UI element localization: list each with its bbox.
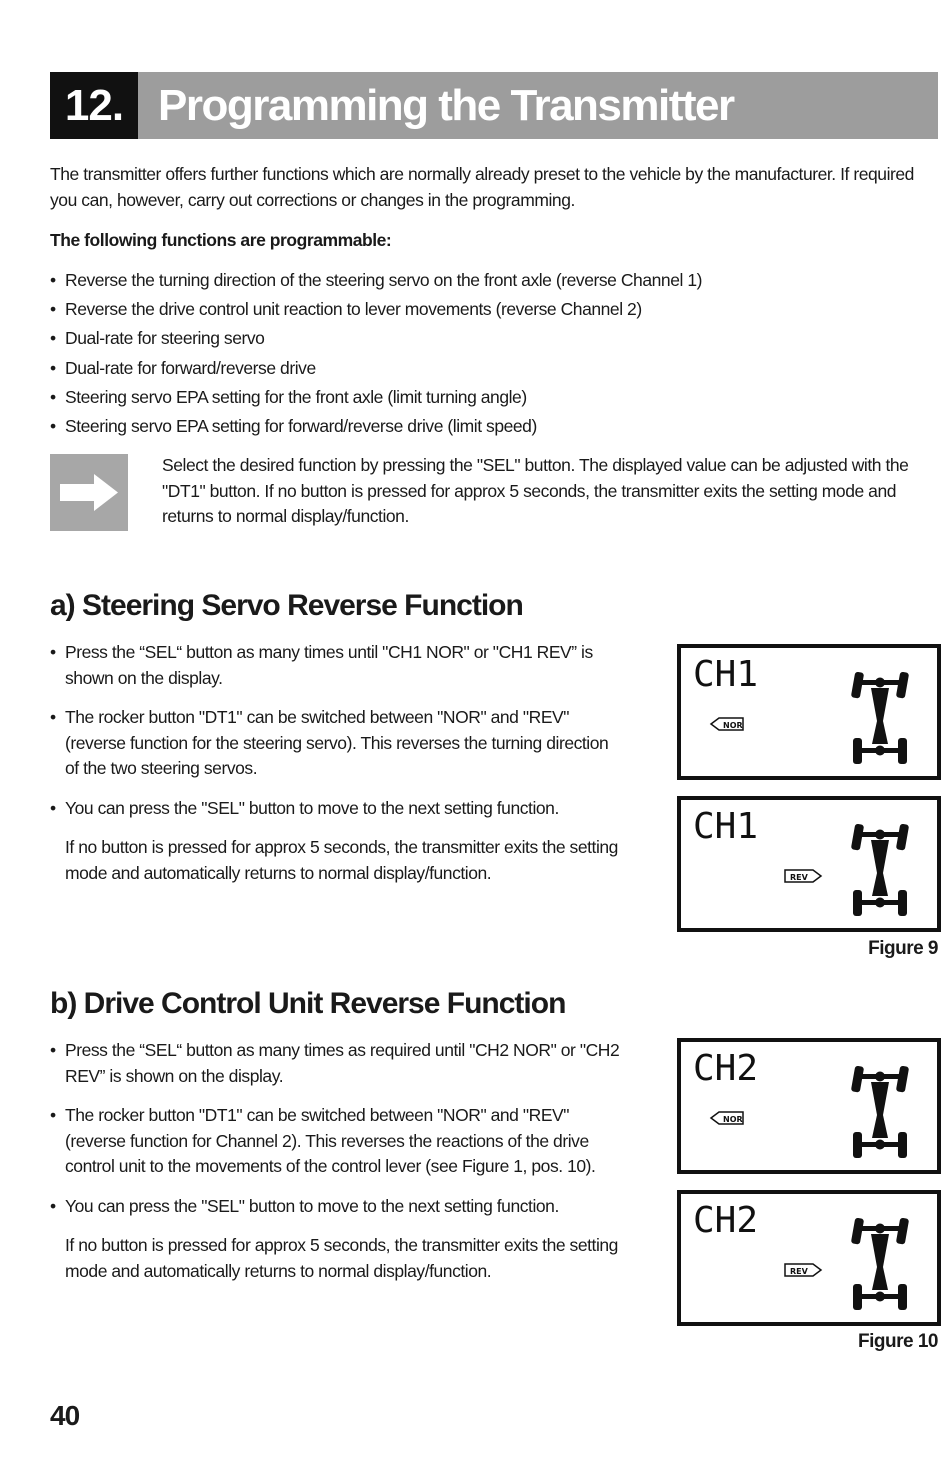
- rev-label: REV: [790, 1267, 808, 1276]
- lcd-channel-text: CH1: [693, 654, 759, 695]
- list-item: • The rocker button "DT1" can be switched between "NOR" and "REV" (reverse function for the steering servo). This reverses the turning direction of the two steering servos.: [50, 705, 626, 782]
- lcd-channel-text: CH2: [693, 1200, 759, 1241]
- nor-indicator: [711, 1112, 743, 1124]
- lcd-display: [677, 644, 941, 780]
- followup-text: If no button is pressed for approx 5 seconds, the transmitter exits the setting mode and automatically returns to normal display/function.: [65, 1235, 618, 1281]
- nor-indicator: [711, 718, 743, 730]
- list-item: • Steering servo EPA setting for the front axle (limit turning angle): [50, 385, 940, 414]
- note-text: Select the desired function by pressing the "SEL" button. The displayed value can be adjusted with the "DT1" button. If no button is pressed for approx 5 seconds, the transmitter exits the setting mode and returns to normal display/function.: [162, 455, 909, 526]
- section-a-title: a) Steering Servo Reverse Function: [50, 589, 523, 622]
- nor-label: NOR: [723, 1115, 743, 1124]
- lcd-channel-text: CH2: [693, 1048, 759, 1089]
- figure-9-caption: Figure 9: [868, 938, 938, 959]
- arrow-right-icon: [50, 454, 128, 531]
- lcd-display: [677, 796, 941, 932]
- list-item: • You can press the "SEL" button to move to the next setting function.: [50, 1194, 626, 1220]
- programmable-heading: The following functions are programmable:: [50, 230, 392, 250]
- note-box: [50, 454, 128, 531]
- section-b-title: b) Drive Control Unit Reverse Function: [50, 987, 566, 1020]
- car-chassis-icon: [851, 1218, 909, 1310]
- rev-indicator: [785, 1264, 821, 1276]
- list-item: • The rocker button "DT1" can be switched between "NOR" and "REV" (reverse function for Channel 2). This reverses the reactions of the drive control unit to the movements of the control lever (see Figure 1, pos. 10).: [50, 1103, 626, 1180]
- list-item: • Dual-rate for steering servo: [50, 326, 940, 355]
- car-chassis-icon: [851, 672, 909, 764]
- rev-indicator: [785, 870, 821, 882]
- rev-label: REV: [790, 873, 808, 882]
- list-item: • Press the “SEL“ button as many times as required until "CH2 NOR" or "CH2 REV” is shown on the display.: [50, 1038, 626, 1089]
- lcd-display: [677, 1038, 941, 1174]
- section-a-list: [50, 640, 626, 886]
- intro-paragraph: The transmitter offers further functions which are normally already preset to the vehicle by the manufacturer. If required you can, however, carry out corrections or changes in the programming.: [50, 164, 914, 210]
- figure-10-caption: Figure 10: [858, 1331, 938, 1352]
- chapter-number: 12.: [50, 72, 138, 139]
- chapter-title: Programming the Transmitter: [158, 81, 734, 130]
- car-chassis-icon: [851, 824, 909, 916]
- page-number: 40: [50, 1400, 80, 1431]
- list-item: • Reverse the turning direction of the steering servo on the front axle (reverse Channel 1): [50, 268, 940, 297]
- list-item: • Steering servo EPA setting for forward/reverse drive (limit speed): [50, 414, 940, 443]
- list-item: • Press the “SEL“ button as many times until "CH1 NOR" or "CH1 REV” is shown on the display.: [50, 640, 626, 691]
- lcd-display: [677, 1190, 941, 1326]
- lcd-channel-text: CH1: [693, 806, 759, 847]
- nor-label: NOR: [723, 721, 743, 730]
- list-item: • Dual-rate for forward/reverse drive: [50, 356, 940, 385]
- programmable-list: [50, 268, 940, 443]
- list-item: • Reverse the drive control unit reaction to lever movements (reverse Channel 2): [50, 297, 940, 326]
- list-item: • You can press the "SEL" button to move to the next setting function.: [50, 796, 626, 822]
- car-chassis-icon: [851, 1066, 909, 1158]
- followup-text: If no button is pressed for approx 5 seconds, the transmitter exits the setting mode and automatically returns to normal display/function.: [65, 837, 618, 883]
- section-b-list: [50, 1038, 626, 1284]
